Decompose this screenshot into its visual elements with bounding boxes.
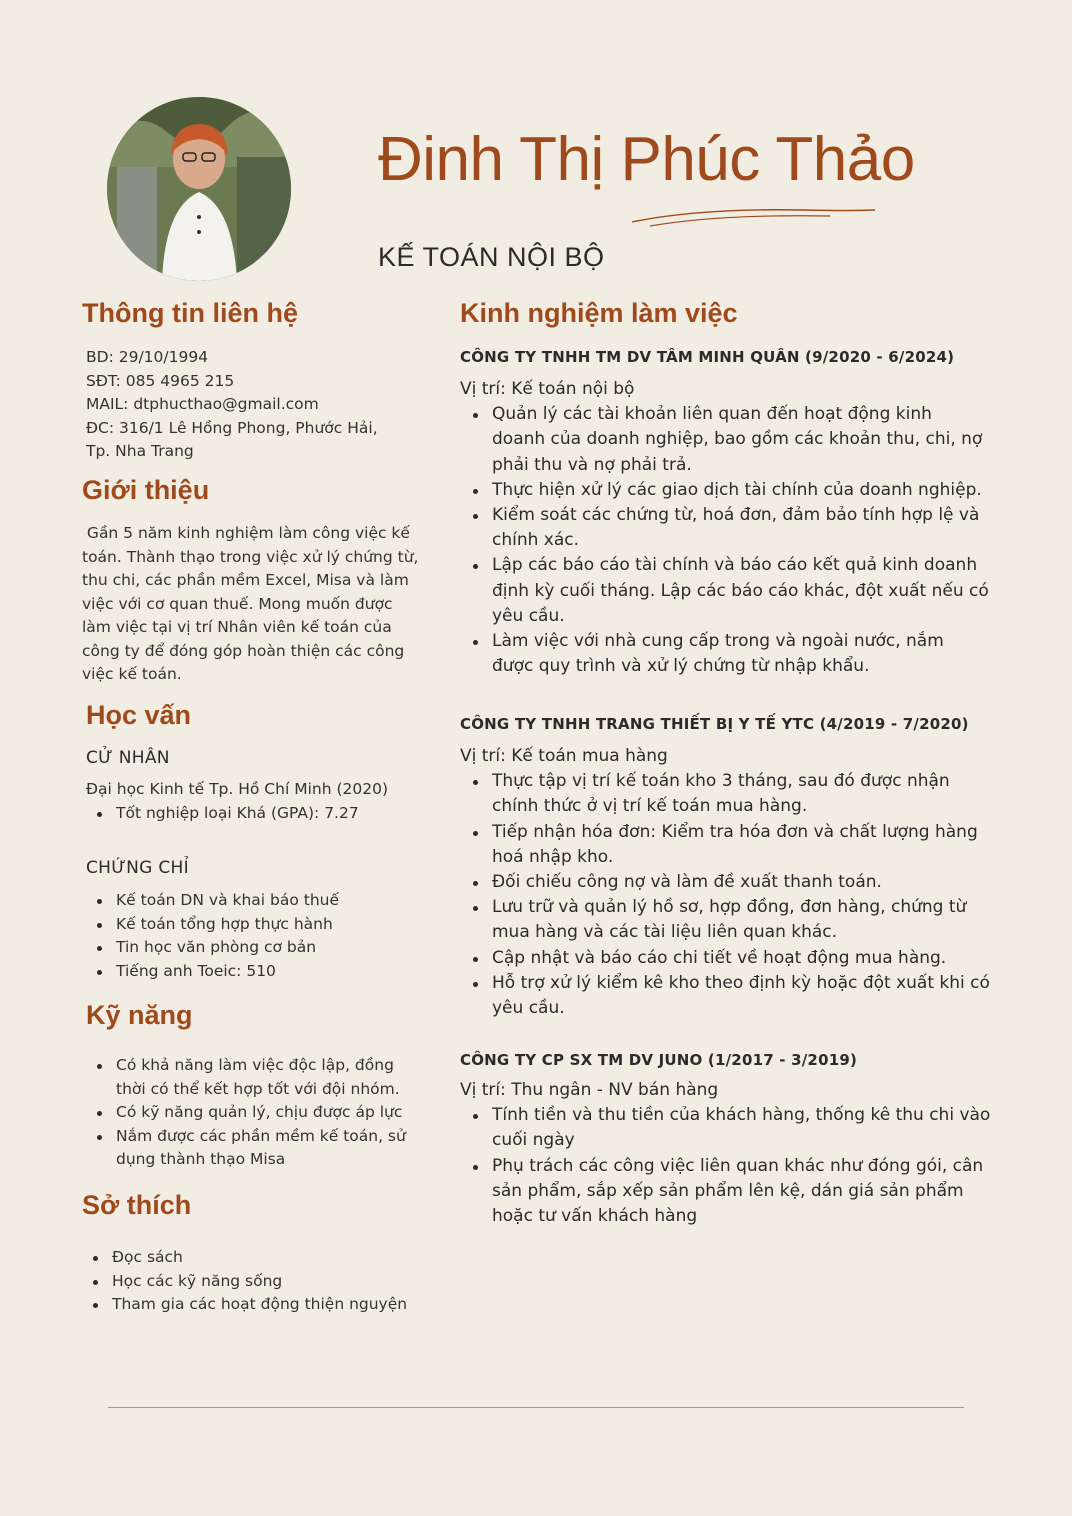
skills-list	[86, 1054, 436, 1172]
intro-line: Gần 5 năm kinh nghiệm làm công việc kế	[82, 524, 410, 542]
list-item-line: yêu cầu.	[492, 605, 565, 626]
intro-line: việc với cơ quan thuế. Mong muốn được	[82, 594, 393, 613]
list-item	[86, 1125, 436, 1172]
hobbies-list	[82, 1246, 432, 1317]
job-position: Vị trí: Kế toán nội bộ	[460, 379, 635, 399]
job-block	[460, 744, 1000, 1021]
list-item-line: thời có thể kết hợp tốt với đội nhóm.	[116, 1079, 400, 1098]
education-section-title: Học vấn	[86, 700, 192, 730]
list-item-line: Nắm được các phần mềm kế toán, sử	[116, 1126, 406, 1145]
contact-address-line1: ĐC: 316/1 Lê Hồng Phong, Phước Hải,	[86, 418, 378, 437]
intro-line: việc kế toán.	[82, 665, 182, 683]
list-item	[460, 1154, 1000, 1230]
job-title: KẾ TOÁN NỘI BỘ	[378, 242, 605, 272]
list-item-line: doanh của doanh nghiệp, bao gồm các khoản thu, chi, nợ	[492, 429, 983, 450]
list-item-line: Phụ trách các công việc liên quan khác như đóng gói, cân	[492, 1155, 984, 1176]
list-item	[460, 971, 1000, 1021]
list-item: Đọc sách	[82, 1246, 432, 1270]
job-duties-list	[460, 1103, 1000, 1229]
intro-line: thu chi, các phần mềm Excel, Misa và làm	[82, 571, 409, 589]
list-item	[86, 1054, 436, 1101]
list-item-line: được quy trình và xử lý chứng từ nhập khẩu.	[492, 656, 870, 677]
list-item-line: Lập các báo cáo tài chính và báo cáo kết quả kinh doanh	[492, 555, 978, 576]
list-item-line: Thực hiện xử lý các giao dịch tài chính của doanh nghiệp.	[492, 479, 982, 500]
list-item	[460, 629, 1000, 679]
list-item-line: Lưu trữ và quản lý hồ sơ, hợp đồng, đơn hàng, chứng từ	[492, 897, 967, 918]
list-item-line: Đối chiếu công nợ và làm đề xuất thanh toán.	[492, 872, 882, 893]
name-underline-swash	[630, 202, 880, 232]
list-item-line: Thực tập vị trí kế toán kho 3 tháng, sau đó được nhận	[492, 771, 950, 792]
list-item-line: Hỗ trợ xử lý kiểm kê kho theo định kỳ hoặc đột xuất khi có	[492, 972, 990, 993]
hobbies-section-title: Sở thích	[82, 1190, 192, 1220]
list-item-line: Quản lý các tài khoản liên quan đến hoạt động kinh	[492, 404, 932, 425]
list-item-line: cuối ngày	[492, 1130, 575, 1151]
list-item: Kế toán tổng hợp thực hành	[86, 913, 426, 937]
list-item	[460, 820, 1000, 870]
school-name: Đại học Kinh tế Tp. Hồ Chí Minh (2020)	[86, 780, 388, 798]
list-item	[460, 402, 1000, 478]
list-item	[460, 553, 1000, 629]
intro-line: làm việc tại vị trí Nhân viên kế toán của	[82, 618, 392, 636]
list-item: Tin học văn phòng cơ bản	[86, 936, 426, 960]
list-item-line: chính thức ở vị trí kế toán mua hàng.	[492, 796, 808, 817]
job-company: CÔNG TY CP SX TM DV JUNO (1/2017 - 3/2019)	[460, 1051, 858, 1069]
intro-line: công ty để đóng góp hoàn thiện các công	[82, 641, 405, 660]
list-item-line: Có khả năng làm việc độc lập, đồng	[116, 1056, 394, 1074]
list-item	[460, 946, 1000, 971]
job-company: CÔNG TY TNHH TM DV TÂM MINH QUÂN (9/2020 - 6/2024)	[460, 348, 955, 366]
list-item-line: dụng thành thạo Misa	[116, 1150, 286, 1168]
list-item-line: Kiểm soát các chứng từ, hoá đơn, đảm bảo tính hợp lệ và	[492, 505, 980, 526]
person-name: Đinh Thị Phúc Thảo	[378, 125, 915, 194]
list-item-line: Có kỹ năng quản lý, chịu được áp lực	[116, 1103, 403, 1121]
certificate-title: CHỨNG CHỈ	[86, 858, 189, 878]
certificate-block	[86, 889, 426, 983]
job-block	[460, 1078, 1000, 1229]
degree-block	[86, 778, 426, 825]
job-duties-list	[460, 402, 1000, 679]
contact-address-line2: Tp. Nha Trang	[86, 442, 194, 460]
list-item-line: yêu cầu.	[492, 998, 565, 1019]
list-item: Tốt nghiệp loại Khá (GPA): 7.27	[86, 802, 426, 826]
hobbies-block	[82, 1246, 432, 1317]
certificate-list	[86, 889, 426, 983]
profile-photo	[107, 97, 291, 281]
list-item	[460, 478, 1000, 503]
contact-birthdate: BD: 29/10/1994	[86, 348, 209, 366]
list-item-line: Tính tiền và thu tiền của khách hàng, thống kê thu chi vào	[492, 1105, 991, 1126]
list-item	[460, 870, 1000, 895]
contact-section-title: Thông tin liên hệ	[82, 298, 298, 328]
experience-section-title: Kinh nghiệm làm việc	[460, 298, 738, 328]
list-item	[460, 895, 1000, 945]
list-item: Kế toán DN và khai báo thuế	[86, 889, 426, 913]
list-item	[86, 1101, 436, 1125]
intro-line: toán. Thành thạo trong việc xử lý chứng từ,	[82, 547, 419, 566]
list-item	[460, 503, 1000, 553]
list-item-line: hoá nhập kho.	[492, 846, 614, 867]
contact-info	[86, 346, 416, 464]
job-duties-list	[460, 769, 1000, 1021]
job-company: CÔNG TY TNHH TRANG THIẾT BỊ Y TẾ YTC (4/2019 - 7/2020)	[460, 715, 969, 733]
list-item	[460, 1103, 1000, 1153]
intro-section-title: Giới thiệu	[82, 475, 210, 505]
list-item-line: Làm việc với nhà cung cấp trong và ngoài nước, nắm	[492, 631, 944, 652]
job-block	[460, 377, 1000, 679]
list-item-line: định kỳ cuối tháng. Lập các báo cáo khác, đột xuất nếu có	[492, 580, 989, 601]
contact-email: MAIL: dtphucthao@gmail.com	[86, 395, 319, 413]
skills-section-title: Kỹ năng	[86, 1000, 193, 1030]
list-item: Tham gia các hoạt động thiện nguyện	[82, 1293, 432, 1317]
footer-divider	[108, 1407, 964, 1408]
contact-phone: SĐT: 085 4965 215	[86, 371, 235, 390]
list-item-line: sản phẩm, sắp xếp sản phẩm lên kệ, dán giá sản phẩm	[492, 1180, 964, 1201]
list-item-line: phải thu và nợ phải trả.	[492, 454, 692, 475]
job-position: Vị trí: Thu ngân - NV bán hàng	[460, 1080, 719, 1100]
list-item-line: Tiếp nhận hóa đơn: Kiểm tra hóa đơn và chất lượng hàng	[492, 821, 978, 842]
list-item: Học các kỹ năng sống	[82, 1270, 432, 1294]
list-item	[460, 769, 1000, 819]
list-item-line: Cập nhật và báo cáo chi tiết về hoạt động mua hàng.	[492, 947, 947, 968]
list-item: Tiếng anh Toeic: 510	[86, 960, 426, 984]
list-item-line: hoặc tư vấn khách hàng	[492, 1206, 698, 1227]
skills-block	[86, 1054, 436, 1172]
degree-title: CỬ NHÂN	[86, 748, 170, 768]
list-item-line: chính xác.	[492, 530, 580, 551]
list-item-line: mua hàng và các tài liệu liên quan khác.	[492, 922, 838, 943]
intro-text	[82, 522, 432, 687]
job-position: Vị trí: Kế toán mua hàng	[460, 746, 668, 766]
degree-list	[86, 802, 426, 826]
profile-photo-illustration	[107, 97, 291, 281]
